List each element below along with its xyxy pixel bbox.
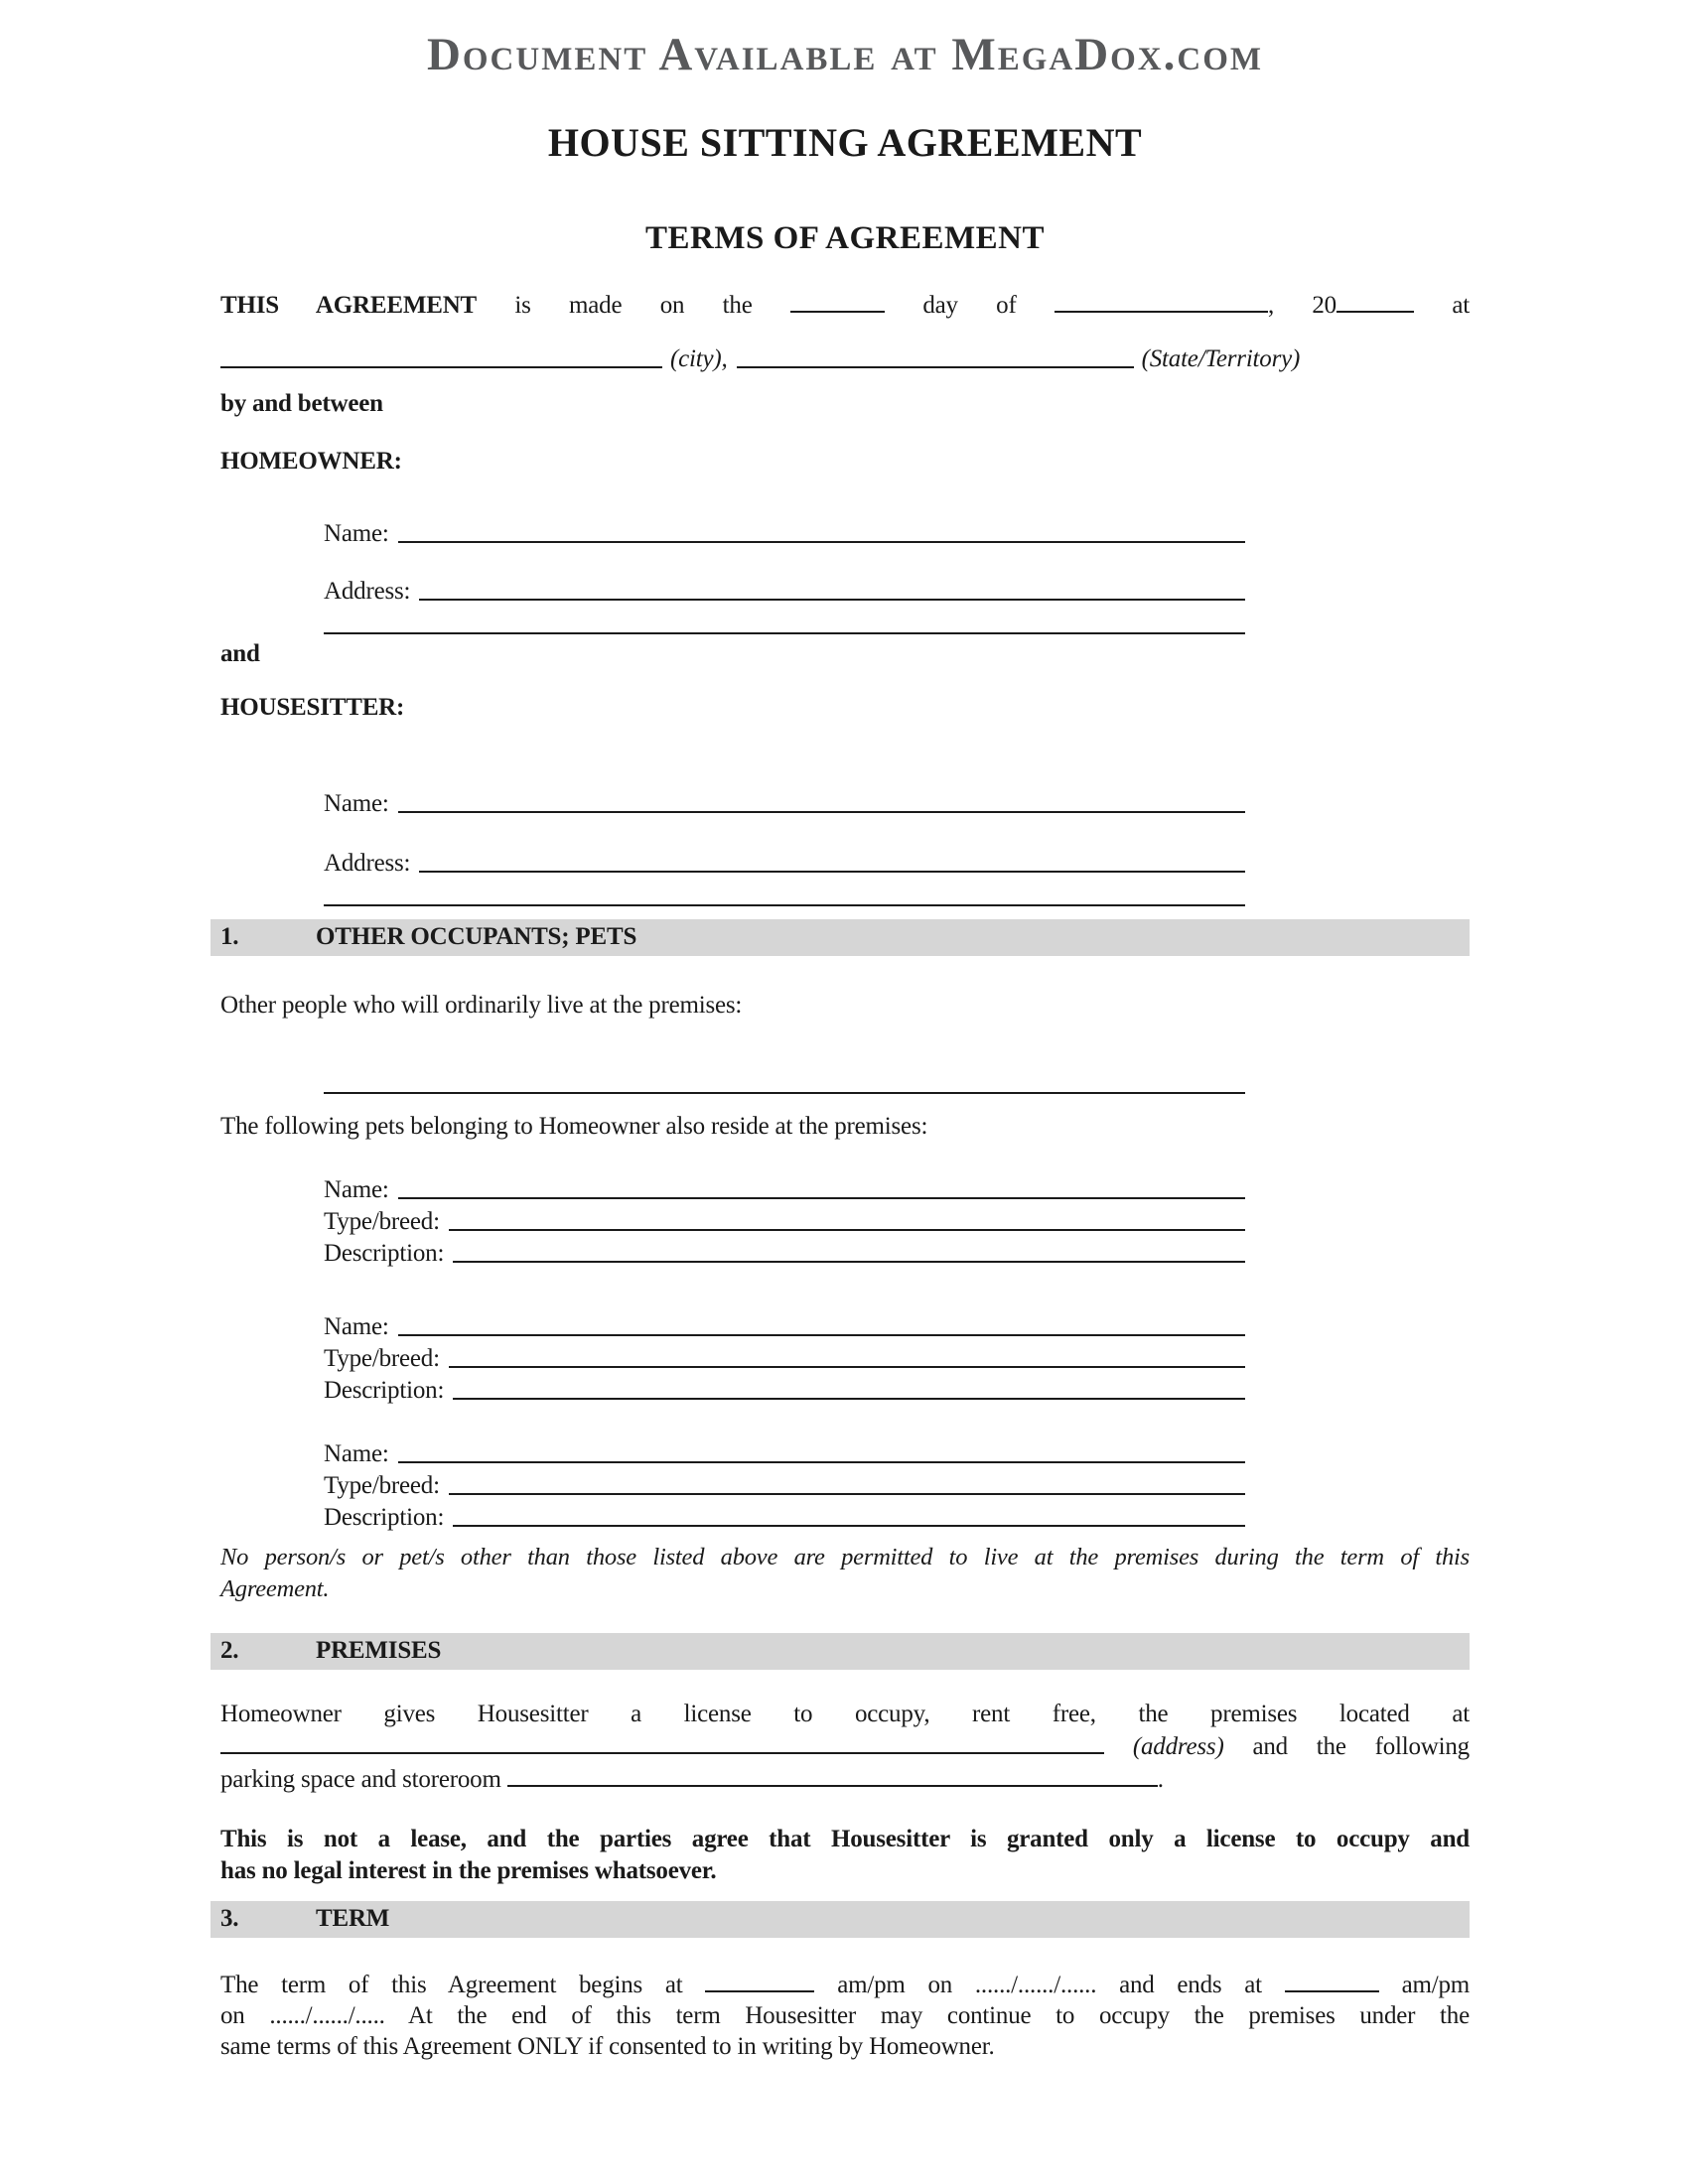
term-paragraph xyxy=(220,1970,1470,2062)
pet-type-row xyxy=(324,1341,1245,1373)
housesitter-name-blank xyxy=(398,811,1245,813)
term-line-1-a: The term of this Agreement begins at xyxy=(220,1972,683,1998)
restriction-note-line-2: Agreement. xyxy=(220,1575,330,1602)
pet-name-label: Name: xyxy=(324,1313,389,1340)
no-lease-statement xyxy=(220,1824,1470,1887)
pet-type-blank xyxy=(449,1493,1245,1495)
intro-line-1 xyxy=(220,284,1470,328)
pet-name-row xyxy=(324,1309,1245,1341)
homeowner-address-blank xyxy=(419,599,1245,601)
intro-opening-rest: is made on the xyxy=(514,292,753,319)
pet-entry-3 xyxy=(220,1436,1470,1532)
pet-description-label: Description: xyxy=(324,1377,445,1404)
name-label: Name: xyxy=(324,520,389,547)
term-line-3: same terms of this Agreement ONLY if consented to in writing by Homeowner. xyxy=(220,2033,995,2060)
housesitter-name-row xyxy=(324,780,1245,818)
pet-type-row xyxy=(324,1468,1245,1500)
parties-connector: by and between xyxy=(220,390,383,417)
pet-name-blank xyxy=(398,1461,1245,1463)
premises-line-3 xyxy=(220,1763,1470,1796)
section-3-header xyxy=(211,1901,1470,1938)
pet-name-label: Name: xyxy=(324,1176,389,1203)
year-blank xyxy=(1336,309,1414,313)
address-label: Address: xyxy=(324,578,411,605)
pet-description-label: Description: xyxy=(324,1240,445,1267)
parking-storeroom-blank xyxy=(507,1783,1158,1787)
homeowner-heading: HOMEOWNER: xyxy=(220,448,402,475)
homeowner-address-row-2 xyxy=(324,610,1245,639)
agreement-subtitle: TERMS OF AGREEMENT xyxy=(645,220,1045,256)
section-2-title: PREMISES xyxy=(316,1637,442,1664)
pet-description-blank xyxy=(453,1398,1245,1400)
month-blank xyxy=(1055,309,1268,313)
pet-type-blank xyxy=(449,1366,1245,1368)
homeowner-address-row xyxy=(324,568,1245,606)
housesitter-address-blank-2 xyxy=(324,904,1245,906)
section-3-title: TERM xyxy=(316,1905,390,1932)
state-blank xyxy=(737,366,1134,368)
section-3-number: 3. xyxy=(220,1905,239,1932)
section-1-title: OTHER OCCUPANTS; PETS xyxy=(316,923,637,950)
section-1-number: 1. xyxy=(220,923,239,950)
premises-line-1: Homeowner gives Housesitter a license to occupy, rent free, the premises located at xyxy=(220,1701,1470,1727)
pet-type-row xyxy=(324,1204,1245,1236)
at-label: at xyxy=(1452,292,1470,319)
pet-name-label: Name: xyxy=(324,1440,389,1467)
year-prefix: , 20 xyxy=(1267,292,1336,319)
pet-type-blank xyxy=(449,1229,1245,1231)
state-hint: (State/Territory) xyxy=(1141,345,1301,372)
term-line-1-c: am/pm xyxy=(1401,1972,1470,1998)
occupants-blank-row xyxy=(324,1065,1245,1099)
term-end-time-blank xyxy=(1285,1988,1379,1992)
premises-line-2 xyxy=(220,1730,1470,1763)
pet-description-blank xyxy=(453,1261,1245,1263)
pet-description-row xyxy=(324,1373,1245,1405)
term-start-time-blank xyxy=(705,1988,814,1992)
premises-grant-paragraph xyxy=(220,1698,1470,1796)
no-lease-line-1: This is not a lease, and the parties agree that Housesitter is granted only a license to occupy and xyxy=(220,1826,1470,1852)
city-hint: (city), xyxy=(670,345,728,372)
occupants-prompt: Other people who will ordinarily live at the premises: xyxy=(220,992,743,1019)
homeowner-name-row xyxy=(324,510,1245,548)
day-label: day of xyxy=(922,292,1017,319)
pet-description-row xyxy=(324,1236,1245,1268)
term-line-1 xyxy=(220,1970,1470,2000)
pet-description-label: Description: xyxy=(324,1504,445,1531)
day-blank xyxy=(790,309,885,313)
housesitter-heading: HOUSESITTER: xyxy=(220,694,405,721)
housesitter-address-blank xyxy=(419,871,1245,873)
pet-description-row xyxy=(324,1500,1245,1532)
document-title: HOUSE SITTING AGREEMENT xyxy=(547,120,1143,165)
pet-type-label: Type/breed: xyxy=(324,1472,440,1499)
and-connector: and xyxy=(220,640,260,667)
address-hint: (address) xyxy=(1132,1733,1224,1760)
pet-name-row xyxy=(324,1172,1245,1204)
address-label: Address: xyxy=(324,850,411,877)
pet-name-blank xyxy=(398,1197,1245,1199)
pet-description-blank xyxy=(453,1525,1245,1527)
intro-line-2 xyxy=(220,328,1470,373)
section-1-header xyxy=(211,919,1470,956)
housesitter-address-row-2 xyxy=(324,882,1245,911)
premises-address-blank xyxy=(220,1750,1104,1754)
section-2-number: 2. xyxy=(220,1637,239,1664)
pet-entry-2 xyxy=(220,1309,1470,1405)
housesitter-address-row xyxy=(324,840,1245,878)
pet-type-label: Type/breed: xyxy=(324,1208,440,1235)
pets-prompt: The following pets belonging to Homeowner also reside at the premises: xyxy=(220,1113,928,1140)
no-lease-line-2: has no legal interest in the premises whatsoever. xyxy=(220,1857,717,1884)
homeowner-address-blank-2 xyxy=(324,632,1245,634)
availability-notice: Document Available at MegaDox.com xyxy=(426,29,1264,80)
restriction-note-line-1: No person/s or pet/s other than those listed above are permitted to live at the premises during the term of this xyxy=(220,1544,1470,1570)
pet-entry-1 xyxy=(220,1172,1470,1268)
premises-line-2-rest: and the following xyxy=(1252,1733,1470,1760)
premises-line-3-text: parking space and storeroom xyxy=(220,1766,501,1793)
city-blank xyxy=(220,366,662,368)
section-2-header xyxy=(211,1633,1470,1670)
occupants-blank xyxy=(324,1092,1245,1094)
premises-line-3-period: . xyxy=(1157,1766,1164,1793)
term-line-1-b: am/pm on ....../....../...... and ends at xyxy=(837,1972,1262,1998)
term-line-2: on ....../....../..... At the end of this term Housesitter may continue to occupy the premises under the xyxy=(220,2002,1470,2029)
pet-type-label: Type/breed: xyxy=(324,1345,440,1372)
homeowner-name-blank xyxy=(398,541,1245,543)
pets-restriction-note xyxy=(220,1542,1470,1605)
pet-name-blank xyxy=(398,1334,1245,1336)
name-label: Name: xyxy=(324,790,389,817)
intro-opening-bold: THIS AGREEMENT xyxy=(220,292,478,319)
pet-name-row xyxy=(324,1436,1245,1468)
